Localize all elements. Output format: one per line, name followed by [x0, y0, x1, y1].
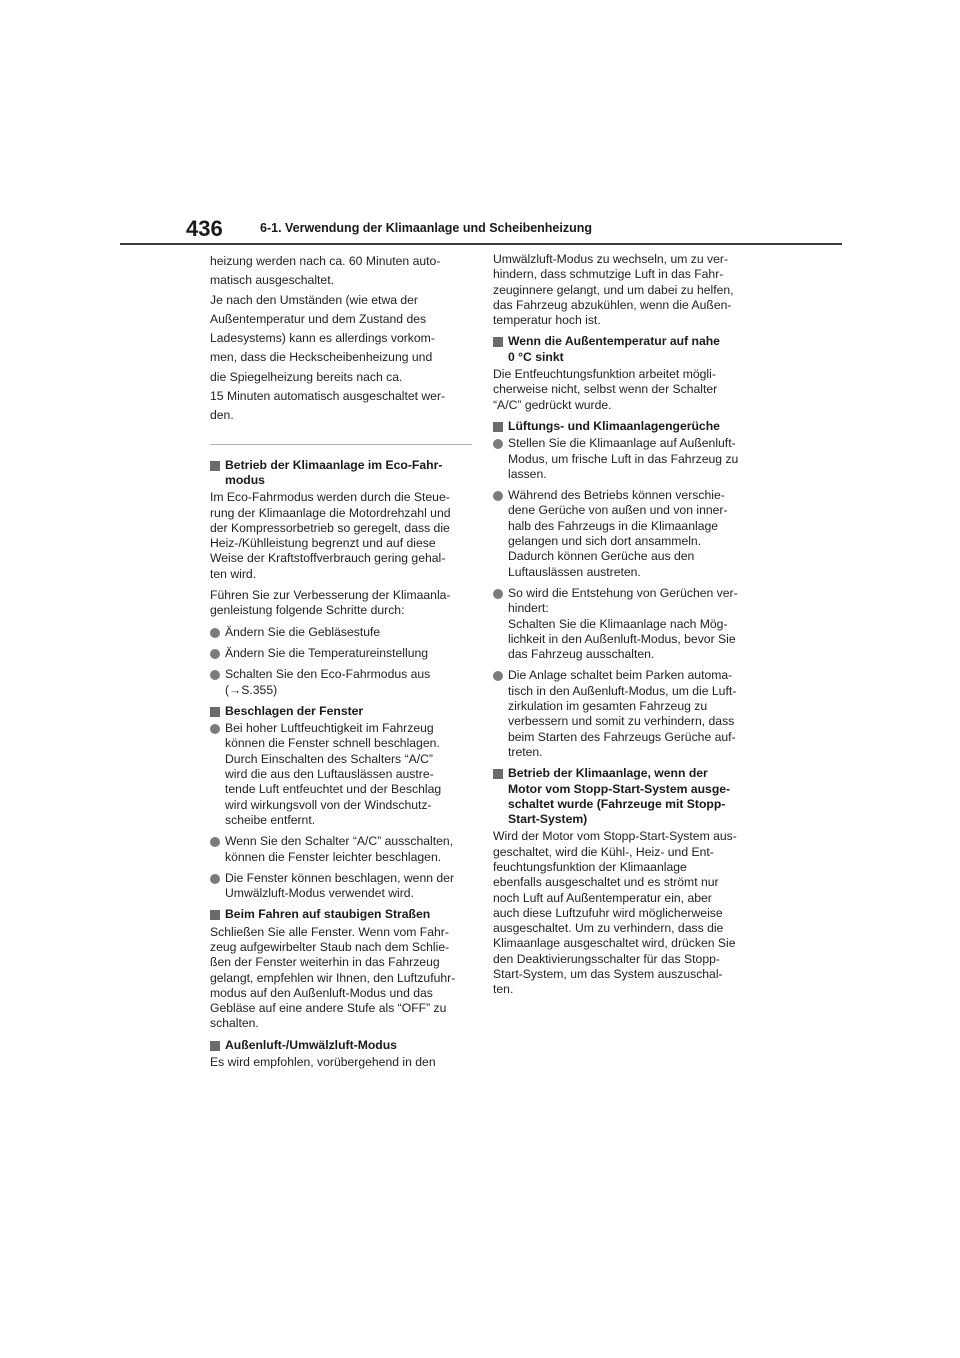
chapter-title: 6-1. Verwendung der Klimaanlage und Scheibenheizung: [260, 221, 593, 235]
circle-bullet-icon: [210, 837, 220, 847]
bullet-text: Wenn Sie den Schalter “A/C” ausschalten, können die Fenster leichter beschlagen.: [225, 834, 454, 864]
section-heading-eco: [210, 458, 472, 489]
circle-bullet-icon: [210, 670, 220, 680]
intro-line: Ladesystems) kann es allerdings vorkom-: [210, 331, 435, 346]
intro-line: matisch ausgeschaltet.: [210, 273, 334, 288]
circle-bullet-icon: [210, 874, 220, 884]
square-bullet-icon: [210, 1041, 220, 1051]
circle-bullet-icon: [210, 628, 220, 638]
section-heading-odors: [493, 419, 755, 434]
bullet-item: [493, 586, 755, 662]
bullet-text: Schalten Sie den Eco-Fahrmodus aus (→S.355): [225, 667, 431, 697]
circle-bullet-icon: [493, 439, 503, 449]
heading-text: Betrieb der Klimaanlage im Eco-Fahr- modus: [225, 457, 443, 487]
bullet-text: So wird die Entstehung von Gerüchen ver- hindert: Schalten Sie die Klimaanlage nach Mög- lichkeit in den Außenluft-Modus, bevor Sie das Fahrzeug ausschalten.: [508, 585, 738, 662]
section-heading-dust: [210, 907, 472, 922]
bullet-item: [493, 436, 755, 482]
paragraph: Es wird empfohlen, vorübergehend in den: [210, 1055, 436, 1070]
bullet-text: Ändern Sie die Gebläsestufe: [225, 624, 381, 639]
intro-line: heizung werden nach ca. 60 Minuten auto-: [210, 254, 441, 268]
bullet-item: [210, 871, 472, 902]
bullet-text: Ändern Sie die Temperatureinstellung: [225, 645, 429, 660]
bullet-item: [210, 721, 472, 828]
intro-line: Je nach den Umständen (wie etwa der: [210, 292, 418, 307]
bullet-text: Die Fenster können beschlagen, wenn der Umwälzluft-Modus verwendet wird.: [225, 870, 454, 901]
intro-line: 15 Minuten automatisch ausgeschaltet wer-: [210, 389, 446, 404]
bullet-item: [493, 668, 755, 760]
section-heading-air-mode: [210, 1038, 472, 1053]
heading-text: Beim Fahren auf staubigen Straßen: [225, 907, 431, 922]
bullet-item: [210, 625, 472, 640]
bullet-text: Während des Betriebs können verschie- dene Gerüche von außen und von inner- halb des Fahrzeugs in die Klimaanlage gelangen und sich dort ansammeln. Dadurch können Gerüche aus den Luftauslässen austreten.: [508, 488, 728, 579]
circle-bullet-icon: [493, 491, 503, 501]
page-number: 436: [186, 216, 223, 241]
paragraph: Im Eco-Fahrmodus werden durch die Steue- rung der Klimaanlage die Motordrehzahl und der Kompressorbetrieb so geregelt, dass die Heiz-/Kühlleistung begrenzt und auf diese Weise der Kraftstoffverbrauch gering gehal- ten wird.: [210, 490, 451, 581]
section-heading-stop-start: [493, 766, 755, 827]
square-bullet-icon: [210, 910, 220, 920]
paragraph: Schließen Sie alle Fenster. Wenn vom Fahr- zeug aufgewirbelter Staub nach dem Schlie- ßen der Fenster weiterhin in das Fahrzeug gelangt, empfehlen wir Ihnen, den Luftzufuhr- modus auf den Außenluft-Modus und das Gebläse auf eine andere Stufe als “OFF” zu schalten.: [210, 924, 456, 1031]
bullet-text: Bei hoher Luftfeuchtigkeit im Fahrzeug können die Fenster schnell beschlagen. Durch Einschalten des Schalters “A/C” wird die aus den Luftauslässen austre- tende Luft entfeuchtet und der Beschlag wird wirkungsvoll von der Windschutz- scheibe entfernt.: [225, 721, 442, 827]
paragraph: Führen Sie zur Verbesserung der Klimaanla- genleistung folgende Schritte durch:: [210, 588, 451, 618]
section-heading-low-temp: [493, 334, 755, 365]
paragraph: Wird der Motor vom Stopp-Start-System aus- geschaltet, wird die Kühl-, Heiz- und Ent- feuchtungsfunktion der Klimaanlage ebenfalls ausgeschaltet und es strömt nur noch Luft auf Außentemperatur ein, aber auch diese Luftzufuhr wird möglicherweise ausgeschaltet. Um zu verhindern, dass die Klimaanlage ausgeschaltet wird, drücken Sie den Deaktivierungsschalter für das Stopp- Start-System, um das System auszuschal- ten.: [493, 829, 737, 997]
intro-text: [210, 252, 472, 426]
square-bullet-icon: [210, 461, 220, 471]
square-bullet-icon: [493, 337, 503, 347]
heading-text: Wenn die Außentemperatur auf nahe 0 °C sinkt: [508, 334, 720, 364]
bullet-item: [210, 834, 472, 865]
header-rule: [120, 243, 842, 245]
intro-line: die Spiegelheizung bereits nach ca.: [210, 369, 403, 384]
bullet-text: Die Anlage schaltet beim Parken automa- tisch in den Außenluft-Modus, um die Luft- zirkulation im gesamten Fahrzeug zu verbessern und somit zu verhindern, dass beim Starten des Fahrzeugs Gerüche auf- treten.: [508, 668, 737, 759]
bullet-item: [210, 667, 472, 698]
square-bullet-icon: [493, 422, 503, 432]
circle-bullet-icon: [210, 724, 220, 734]
heading-text: Beschlagen der Fenster: [225, 703, 364, 718]
square-bullet-icon: [210, 707, 220, 717]
paragraph: Die Entfeuchtungsfunktion arbeitet mögli- cherweise nicht, selbst wenn der Schalter “A/C” gedrückt wurde.: [493, 367, 718, 412]
circle-bullet-icon: [493, 589, 503, 599]
intro-line: Außentemperatur und dem Zustand des: [210, 311, 427, 326]
heading-text: Betrieb der Klimaanlage, wenn der Motor vom Stopp-Start-System ausge- schaltet wurde (Fahrzeuge mit Stopp- Start-System): [508, 766, 731, 827]
intro-line: men, dass die Heckscheibenheizung und: [210, 350, 433, 365]
right-column: [493, 252, 755, 1004]
section-divider: [210, 444, 472, 445]
heading-text: Außenluft-/Umwälzluft-Modus: [225, 1037, 397, 1052]
bullet-item: [493, 488, 755, 580]
circle-bullet-icon: [210, 649, 220, 659]
bullet-text: Stellen Sie die Klimaanlage auf Außenluft- Modus, um frische Luft in das Fahrzeug zu lassen.: [508, 436, 739, 481]
paragraph: Umwälzluft-Modus zu wechseln, um zu ver- hindern, dass schmutzige Luft in das Fahr- zeuginnere gelangt, und um dabei zu helfen, das Fahrzeug abzukühlen, wenn die Außen- temperatur hoch ist.: [493, 252, 734, 328]
heading-text: Lüftungs- und Klimaanlagengerüche: [508, 418, 720, 433]
intro-line: den.: [210, 408, 234, 423]
page-header: [120, 206, 842, 246]
square-bullet-icon: [493, 769, 503, 779]
section-heading-fog: [210, 704, 472, 719]
bullet-item: [210, 646, 472, 661]
circle-bullet-icon: [493, 671, 503, 681]
left-column: [210, 252, 472, 1076]
